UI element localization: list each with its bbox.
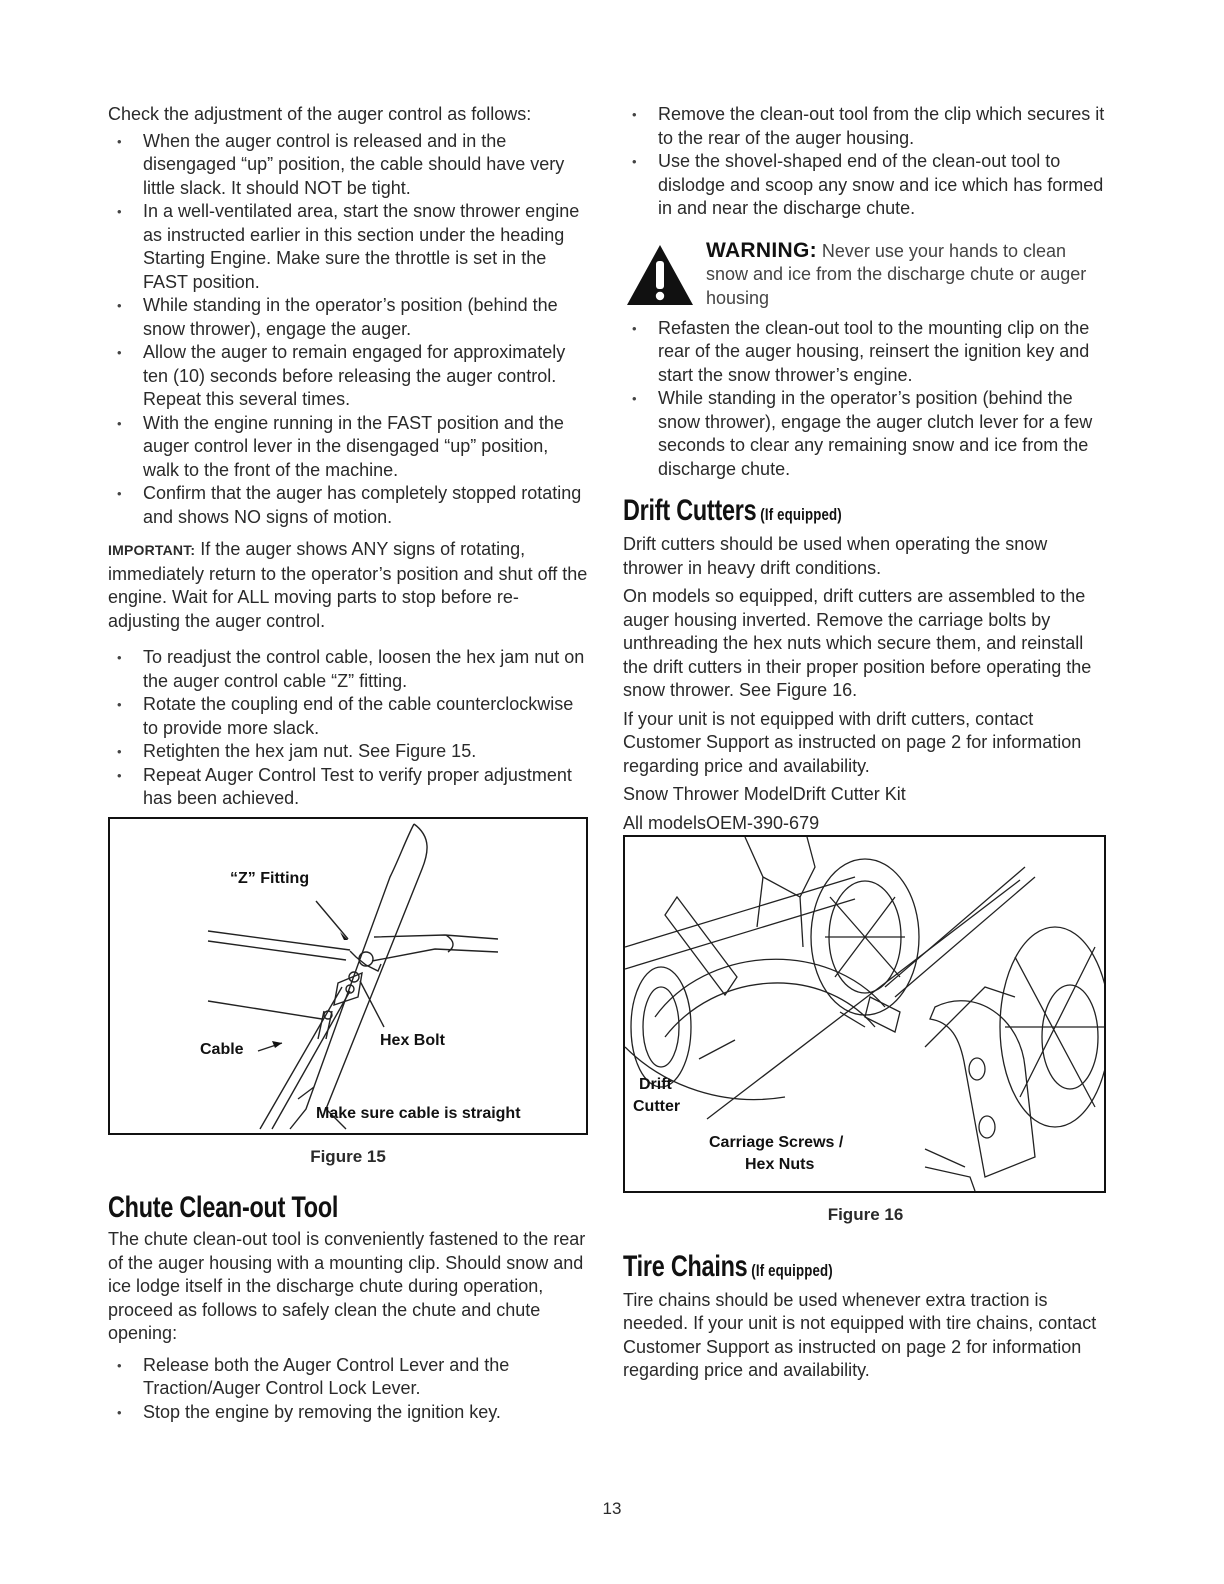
list-item: • To readjust the control cable, loosen the hex jam nut on the auger control cable “Z” fitting.: [108, 646, 588, 693]
adjustment-steps-list: [108, 130, 588, 530]
chute-steps-list: [108, 1354, 588, 1425]
drift-label: Drift: [639, 1076, 672, 1093]
list-item: • While standing in the operator’s position (behind the snow thrower), engage the auger.: [108, 294, 588, 341]
drift-paragraph-3: If your unit is not equipped with drift cutters, contact Customer Support as instructed on page 2 for information regarding price and availability.: [623, 708, 1082, 776]
warning-text-block: [706, 239, 1106, 311]
intro-text: Check the adjustment of the auger control as follows:: [108, 104, 532, 124]
chute-cleanout-heading: Chute Clean-out Tool: [108, 1191, 339, 1224]
drift-cutter-illustration: [625, 837, 1104, 1191]
drift-paragraph-2: On models so equipped, drift cutters are assembled to the auger housing inverted. Remove the carriage bolts by unthreading the hex nuts which secure them, and reinstall the drift cutters in their proper position before operating the snow thrower. See Figure 16.: [623, 586, 1092, 700]
list-item: • When the auger control is released and in the disengaged “up” position, the cable should have very little slack. It should NOT be tight.: [108, 130, 588, 201]
list-item: • Rotate the coupling end of the cable counterclockwise to provide more slack.: [108, 693, 588, 740]
drift-paragraph-1: Drift cutters should be used when operating the snow thrower in heavy drift conditions.: [623, 534, 1048, 578]
tire-chains-heading: [623, 1249, 1001, 1289]
cable-label: Cable: [200, 1040, 244, 1058]
warning-title: WARNING:: [706, 238, 817, 262]
list-item: • Use the shovel-shaped end of the clean-out tool to dislodge and scoop any snow and ice which has formed in and near the discharge chute.: [623, 150, 1108, 221]
drift-cutters-sub: (If equipped): [756, 505, 842, 524]
straight-cable-label: Make sure cable is straight: [316, 1104, 521, 1122]
kit-table-row-2: All modelsOEM-390-679: [623, 812, 820, 833]
tire-chains-title: Tire Chains: [623, 1249, 748, 1283]
right-column: [623, 103, 1108, 1388]
carriage-screws-label: Carriage Screws /: [709, 1134, 844, 1151]
figure-15-frame: [108, 817, 588, 1135]
warning-triangle-icon: [625, 243, 695, 307]
list-item: • While standing in the operator’s position (behind the snow thrower), engage the auger clutch lever for a few seconds to clear any remaining snow and ice from the discharge chute.: [623, 387, 1108, 481]
tire-chains-paragraph: Tire chains should be used whenever extra traction is needed. If your unit is not equipped with tire chains, contact Customer Support as instructed on page 2 for information regarding price and availability.: [623, 1289, 1097, 1380]
cleanout-steps-list: [623, 103, 1108, 221]
drift-cutters-title: Drift Cutters: [623, 494, 757, 527]
figure-16-caption: Figure 16: [827, 1205, 904, 1224]
hex-nuts-label: Hex Nuts: [745, 1156, 815, 1173]
drift-cutters-heading: [623, 493, 1001, 533]
page-number: 13: [602, 1499, 622, 1518]
important-text: If the auger shows ANY signs of rotating, immediately return to the operator’s position and shut off the engine. Wait for ALL moving parts to stop before re-adjusting the auger control.: [108, 539, 588, 631]
left-column: [108, 103, 588, 1430]
restart-steps-list: [623, 317, 1108, 482]
list-item: • Stop the engine by removing the ignition key.: [108, 1401, 588, 1425]
tire-chains-sub: (If equipped): [747, 1260, 833, 1280]
list-item: • Refasten the clean-out tool to the mounting clip on the rear of the auger housing, reinsert the ignition key and start the snow thrower’s engine.: [623, 317, 1108, 388]
warning-text: Never use your hands to clean snow and ice from the discharge chute or auger housing: [706, 240, 1087, 308]
list-item: • Confirm that the auger has completely stopped rotating and shows NO signs of motion.: [108, 482, 588, 529]
important-label: IMPORTANT:: [108, 542, 196, 558]
list-item: • In a well-ventilated area, start the snow thrower engine as instructed earlier in this section under the heading Starting Engine. Make sure the throttle is set in the FAST position.: [108, 200, 588, 294]
readjust-steps-list: [108, 646, 588, 811]
figure-15-caption: Figure 15: [310, 1146, 386, 1166]
list-item: • With the engine running in the FAST position and the auger control lever in the disengaged “up” position, walk to the front of the machine.: [108, 412, 588, 483]
list-item: • Allow the auger to remain engaged for approximately ten (10) seconds before releasing the auger control. Repeat this several times.: [108, 341, 588, 412]
list-item: • Retighten the hex jam nut. See Figure 15.: [108, 740, 588, 764]
important-note: [108, 538, 588, 633]
warning-box: [623, 239, 1108, 311]
auger-cable-diagram: [110, 819, 586, 1133]
list-item: • Repeat Auger Control Test to verify proper adjustment has been achieved.: [108, 764, 588, 811]
figure-16-frame: [623, 835, 1106, 1193]
kit-table-row-1: Snow Thrower ModelDrift Cutter Kit: [623, 784, 906, 804]
chute-cleanout-paragraph: The chute clean-out tool is conveniently fastened to the rear of the auger housing with a mounting clip. Should snow and ice lodge itself in the discharge chute during operation, proceed as follows to safely clean the chute and chute opening:: [108, 1229, 586, 1343]
cutter-label: Cutter: [633, 1098, 681, 1115]
list-item: • Remove the clean-out tool from the clip which secures it to the rear of the auger housing.: [623, 103, 1108, 150]
list-item: • Release both the Auger Control Lever and the Traction/Auger Control Lock Lever.: [108, 1354, 588, 1401]
hex-bolt-label: Hex Bolt: [380, 1031, 445, 1049]
z-fitting-label: “Z” Fitting: [230, 869, 310, 887]
